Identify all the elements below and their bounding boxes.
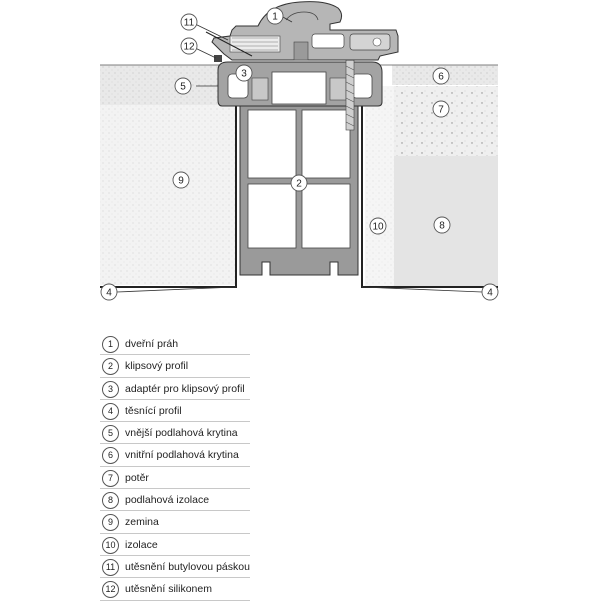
svg-text:9: 9 xyxy=(178,175,184,187)
legend-item xyxy=(100,355,250,377)
svg-text:8: 8 xyxy=(439,220,445,232)
legend xyxy=(100,333,250,601)
silicone-seal xyxy=(214,55,222,62)
legend-item xyxy=(100,400,250,422)
callout-4-right xyxy=(482,284,498,300)
svg-text:4: 4 xyxy=(487,287,493,299)
legend-item xyxy=(100,422,250,444)
legend-item xyxy=(100,333,250,355)
legend-number-badge: 8 xyxy=(102,492,119,509)
legend-label: adaptér pro klipsový profil xyxy=(125,382,245,395)
legend-label: potěr xyxy=(125,471,149,484)
callout-1 xyxy=(267,8,283,24)
svg-text:7: 7 xyxy=(438,104,444,116)
legend-number-badge: 12 xyxy=(102,581,119,598)
svg-text:6: 6 xyxy=(438,71,444,83)
svg-text:4: 4 xyxy=(106,287,112,299)
svg-text:1: 1 xyxy=(272,11,278,23)
legend-number-badge: 2 xyxy=(102,358,119,375)
callout-3 xyxy=(236,65,252,81)
legend-label: izolace xyxy=(125,538,158,551)
legend-label: dveřní práh xyxy=(125,338,179,350)
legend-label: utěsnění silikonem xyxy=(125,583,212,596)
legend-item xyxy=(100,511,250,533)
callout-6 xyxy=(433,68,449,84)
legend-label: zemina xyxy=(125,516,159,529)
legend-number-badge: 11 xyxy=(102,559,119,576)
legend-label: vnější podlahová krytina xyxy=(125,427,238,440)
legend-item xyxy=(100,444,250,466)
screw xyxy=(346,60,354,130)
legend-number-badge: 7 xyxy=(102,470,119,487)
callout-7 xyxy=(433,101,449,117)
legend-label: klipsový profil xyxy=(125,360,189,373)
legend-item xyxy=(100,578,250,600)
legend-label: utěsnění butylovou páskou xyxy=(125,560,250,573)
svg-text:11: 11 xyxy=(183,17,195,29)
legend-item xyxy=(100,556,250,578)
legend-label: vnitřní podlahová krytina xyxy=(125,449,239,462)
legend-label: podlahová izolace xyxy=(125,494,210,507)
callout-8 xyxy=(434,217,450,233)
callout-10 xyxy=(370,218,386,234)
legend-number-badge: 4 xyxy=(102,403,119,420)
legend-item xyxy=(100,378,250,400)
legend-number-badge: 1 xyxy=(102,336,119,353)
legend-number-badge: 10 xyxy=(102,537,119,554)
legend-number-badge: 9 xyxy=(102,514,119,531)
svg-text:5: 5 xyxy=(180,81,186,93)
legend-item xyxy=(100,534,250,556)
svg-text:3: 3 xyxy=(241,68,247,80)
callout-9 xyxy=(173,172,189,188)
callout-12 xyxy=(181,38,197,54)
svg-text:12: 12 xyxy=(183,41,195,53)
legend-number-badge: 6 xyxy=(102,447,119,464)
legend-number-badge: 5 xyxy=(102,425,119,442)
legend-item xyxy=(100,467,250,489)
svg-text:10: 10 xyxy=(372,221,384,233)
legend-number-badge: 3 xyxy=(102,381,119,398)
callout-4-left xyxy=(101,284,117,300)
callout-5 xyxy=(175,78,191,94)
callout-2 xyxy=(291,175,307,191)
callout-11 xyxy=(181,14,197,30)
svg-text:2: 2 xyxy=(296,178,302,190)
legend-label: těsnící profil xyxy=(125,404,182,417)
legend-item xyxy=(100,489,250,511)
